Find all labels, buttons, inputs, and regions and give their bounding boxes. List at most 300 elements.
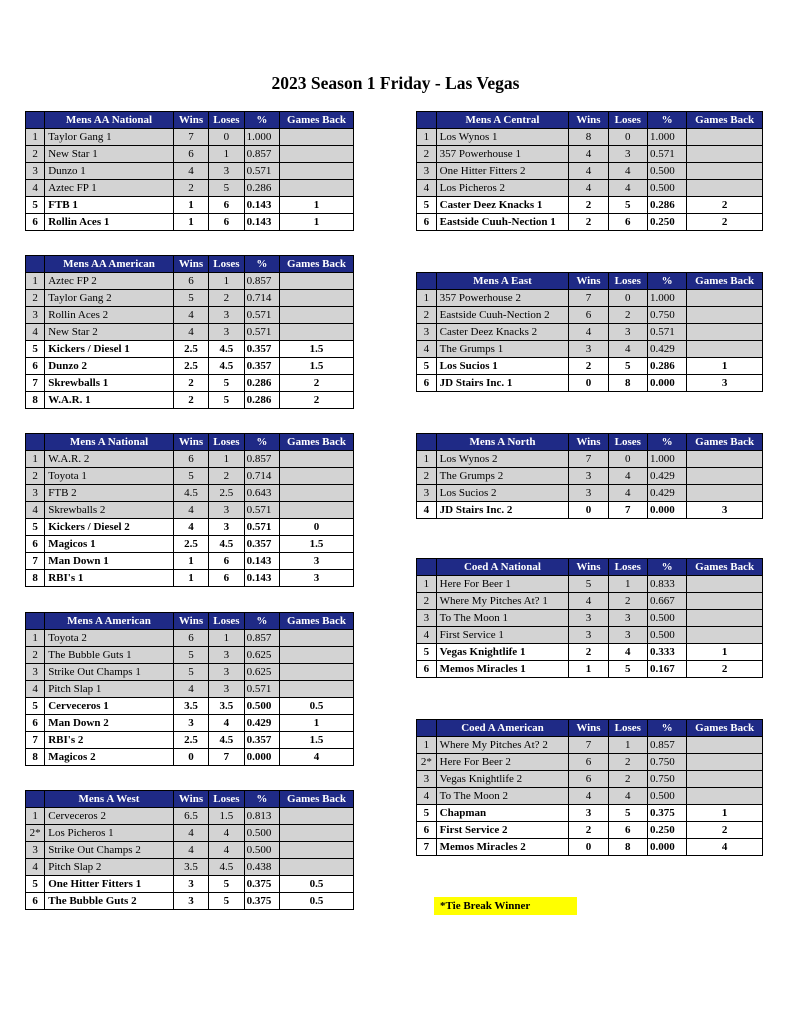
- pct-cell: 0.357: [244, 358, 279, 375]
- team-cell: To The Moon 2: [436, 788, 569, 805]
- loses-cell: 3.5: [209, 698, 244, 715]
- table-header: [417, 273, 763, 290]
- standings-table: [416, 719, 763, 856]
- table-row: [417, 644, 763, 661]
- table-header: [26, 434, 354, 451]
- rank-cell: 2: [417, 468, 437, 485]
- rank-cell: 8: [26, 570, 45, 587]
- loses-cell: 3: [209, 324, 244, 341]
- loses-cell: 3: [608, 146, 647, 163]
- rank-cell: 6: [26, 893, 45, 910]
- rank-cell: 3: [26, 485, 45, 502]
- team-cell: Dunzo 1: [45, 163, 174, 180]
- wins-cell: 4: [173, 681, 208, 698]
- loses-cell: 2.5: [209, 485, 244, 502]
- team-cell: Magicos 2: [45, 749, 174, 766]
- games-back-header: Games Back: [687, 434, 763, 451]
- loses-cell: 4.5: [209, 536, 244, 553]
- division-name: Coed A National: [436, 559, 569, 576]
- rank-cell: 1: [417, 290, 437, 307]
- games-back-cell: 1.5: [280, 341, 354, 358]
- wins-cell: 3: [173, 876, 208, 893]
- division-name: Mens A West: [45, 791, 174, 808]
- wins-cell: 1: [173, 197, 208, 214]
- team-cell: Caster Deez Knacks 2: [436, 324, 569, 341]
- pct-header: %: [647, 559, 686, 576]
- rank-cell: 6: [26, 715, 45, 732]
- table-header: [26, 613, 354, 630]
- rank-cell: 3: [417, 610, 437, 627]
- team-cell: The Bubble Guts 2: [45, 893, 174, 910]
- loses-cell: 4: [209, 715, 244, 732]
- division-name: Mens A North: [436, 434, 569, 451]
- wins-header: Wins: [173, 791, 208, 808]
- wins-cell: 7: [173, 129, 208, 146]
- loses-cell: 4: [209, 842, 244, 859]
- rank-cell: 7: [26, 375, 45, 392]
- wins-cell: 5: [569, 576, 608, 593]
- blank: [417, 720, 437, 737]
- blank: [26, 791, 45, 808]
- team-cell: Dunzo 2: [45, 358, 174, 375]
- table-row: [417, 502, 763, 519]
- games-back-cell: 1.5: [280, 358, 354, 375]
- team-cell: Taylor Gang 1: [45, 129, 174, 146]
- rank-cell: 1: [417, 129, 437, 146]
- rank-cell: 4: [417, 341, 437, 358]
- pct-header: %: [244, 256, 279, 273]
- loses-cell: 6: [209, 553, 244, 570]
- team-cell: Skrewballs 2: [45, 502, 174, 519]
- team-cell: Los Wynos 2: [436, 451, 569, 468]
- table-row: [26, 842, 354, 859]
- wins-cell: 6.5: [173, 808, 208, 825]
- table-row: [417, 214, 763, 231]
- loses-cell: 6: [209, 570, 244, 587]
- pct-cell: 0.857: [647, 737, 686, 754]
- table-row: [26, 536, 354, 553]
- pct-cell: 0.250: [647, 822, 686, 839]
- table-row: [417, 485, 763, 502]
- pct-cell: 0.833: [647, 576, 686, 593]
- team-cell: Strike Out Champs 2: [45, 842, 174, 859]
- loses-cell: 4: [608, 468, 647, 485]
- team-cell: 357 Powerhouse 1: [436, 146, 569, 163]
- team-cell: One Hitter Fitters 1: [45, 876, 174, 893]
- loses-cell: 0: [209, 129, 244, 146]
- team-cell: Los Sucios 1: [436, 358, 569, 375]
- team-cell: New Star 2: [45, 324, 174, 341]
- games-back-cell: [280, 146, 354, 163]
- loses-cell: 3: [209, 307, 244, 324]
- table-row: [26, 214, 354, 231]
- games-back-header: Games Back: [280, 613, 354, 630]
- table-row: [26, 290, 354, 307]
- rank-cell: 7: [26, 553, 45, 570]
- table-row: [26, 876, 354, 893]
- table-row: [26, 392, 354, 409]
- loses-cell: 2: [608, 771, 647, 788]
- loses-cell: 4: [209, 825, 244, 842]
- games-back-cell: 3: [280, 553, 354, 570]
- division-name: Coed A American: [436, 720, 569, 737]
- table-row: [417, 788, 763, 805]
- wins-cell: 2: [569, 358, 608, 375]
- table-row: [417, 358, 763, 375]
- loses-cell: 1: [209, 451, 244, 468]
- games-back-cell: [687, 163, 763, 180]
- standings-table: [416, 111, 763, 231]
- wins-cell: 0: [569, 375, 608, 392]
- loses-cell: 8: [608, 375, 647, 392]
- loses-header: Loses: [608, 559, 647, 576]
- games-back-cell: [687, 485, 763, 502]
- pct-cell: 0.571: [647, 324, 686, 341]
- team-cell: The Grumps 2: [436, 468, 569, 485]
- loses-header: Loses: [608, 434, 647, 451]
- wins-cell: 7: [569, 451, 608, 468]
- pct-cell: 0.857: [244, 630, 279, 647]
- games-back-cell: [280, 630, 354, 647]
- team-cell: Memos Miracles 1: [436, 661, 569, 678]
- games-back-cell: [280, 859, 354, 876]
- rank-cell: 1: [417, 451, 437, 468]
- games-back-cell: [687, 737, 763, 754]
- table-row: [417, 146, 763, 163]
- games-back-cell: [687, 610, 763, 627]
- rank-cell: 5: [26, 197, 45, 214]
- games-back-cell: [280, 290, 354, 307]
- loses-cell: 5: [608, 661, 647, 678]
- table-row: [26, 808, 354, 825]
- games-back-header: Games Back: [687, 112, 763, 129]
- pct-cell: 0.000: [647, 502, 686, 519]
- table-row: [417, 754, 763, 771]
- wins-cell: 2: [569, 822, 608, 839]
- pct-cell: 0.000: [244, 749, 279, 766]
- games-back-cell: [280, 307, 354, 324]
- team-cell: W.A.R. 2: [45, 451, 174, 468]
- division-name: Mens A East: [436, 273, 569, 290]
- wins-cell: 6: [569, 754, 608, 771]
- blank: [26, 613, 45, 630]
- team-cell: Aztec FP 2: [45, 273, 174, 290]
- table-row: [417, 771, 763, 788]
- table-header: [26, 791, 354, 808]
- games-back-cell: [687, 627, 763, 644]
- rank-cell: 2: [417, 307, 437, 324]
- rank-cell: 2: [26, 146, 45, 163]
- blank: [417, 559, 437, 576]
- table-row: [417, 290, 763, 307]
- pct-header: %: [647, 112, 686, 129]
- pct-cell: 0.857: [244, 146, 279, 163]
- standings-table: [25, 433, 354, 587]
- wins-cell: 4: [173, 163, 208, 180]
- table-row: [417, 627, 763, 644]
- wins-cell: 2.5: [173, 536, 208, 553]
- loses-cell: 6: [608, 822, 647, 839]
- games-back-cell: 1.5: [280, 536, 354, 553]
- table-row: [417, 737, 763, 754]
- team-cell: Los Wynos 1: [436, 129, 569, 146]
- team-cell: Strike Out Champs 1: [45, 664, 174, 681]
- table-row: [26, 468, 354, 485]
- loses-cell: 0: [608, 290, 647, 307]
- rank-cell: 3: [26, 664, 45, 681]
- wins-cell: 6: [569, 307, 608, 324]
- rank-cell: 2*: [417, 754, 437, 771]
- team-cell: Vegas Knightlife 2: [436, 771, 569, 788]
- wins-cell: 4: [173, 825, 208, 842]
- rank-cell: 8: [26, 392, 45, 409]
- pct-cell: 0.429: [647, 468, 686, 485]
- pct-cell: 0.167: [647, 661, 686, 678]
- games-back-header: Games Back: [687, 559, 763, 576]
- wins-header: Wins: [173, 112, 208, 129]
- rank-cell: 3: [26, 163, 45, 180]
- games-back-cell: [687, 290, 763, 307]
- loses-cell: 2: [608, 307, 647, 324]
- table-row: [417, 341, 763, 358]
- rank-cell: 2: [26, 468, 45, 485]
- division-name: Mens A American: [45, 613, 174, 630]
- games-back-cell: [280, 485, 354, 502]
- table-row: [417, 163, 763, 180]
- games-back-cell: [280, 324, 354, 341]
- table-row: [26, 630, 354, 647]
- table-row: [26, 502, 354, 519]
- loses-cell: 1: [209, 273, 244, 290]
- standings-table: [25, 612, 354, 766]
- pct-cell: 1.000: [244, 129, 279, 146]
- pct-cell: 0.286: [647, 197, 686, 214]
- pct-cell: 0.429: [647, 341, 686, 358]
- table-row: [26, 681, 354, 698]
- rank-cell: 1: [417, 576, 437, 593]
- pct-cell: 0.286: [244, 392, 279, 409]
- table-row: [26, 715, 354, 732]
- rank-cell: 5: [26, 341, 45, 358]
- games-back-cell: 1: [280, 715, 354, 732]
- team-cell: Aztec FP 1: [45, 180, 174, 197]
- rank-cell: 1: [26, 451, 45, 468]
- table-row: [26, 180, 354, 197]
- games-back-cell: [687, 307, 763, 324]
- loses-header: Loses: [608, 273, 647, 290]
- team-cell: Taylor Gang 2: [45, 290, 174, 307]
- loses-cell: 4.5: [209, 341, 244, 358]
- team-cell: First Service 1: [436, 627, 569, 644]
- table-header: [417, 434, 763, 451]
- loses-cell: 0: [608, 451, 647, 468]
- standings-table: [25, 111, 354, 231]
- table-header: [417, 112, 763, 129]
- games-back-cell: [280, 647, 354, 664]
- games-back-cell: 1: [687, 805, 763, 822]
- table-row: [26, 519, 354, 536]
- standings-table: [25, 790, 354, 910]
- rank-cell: 5: [26, 698, 45, 715]
- games-back-cell: [687, 468, 763, 485]
- table-row: [417, 822, 763, 839]
- table-row: [417, 307, 763, 324]
- table-row: [417, 375, 763, 392]
- table-row: [417, 661, 763, 678]
- games-back-cell: 0.5: [280, 893, 354, 910]
- team-cell: Magicos 1: [45, 536, 174, 553]
- wins-cell: 2.5: [173, 732, 208, 749]
- team-cell: Toyota 1: [45, 468, 174, 485]
- pct-cell: 0.286: [647, 358, 686, 375]
- loses-cell: 6: [608, 214, 647, 231]
- loses-cell: 5: [608, 197, 647, 214]
- pct-cell: 0.571: [244, 307, 279, 324]
- games-back-cell: [280, 825, 354, 842]
- blank: [417, 273, 437, 290]
- team-cell: The Bubble Guts 1: [45, 647, 174, 664]
- games-back-cell: 1: [280, 214, 354, 231]
- team-cell: Skrewballs 1: [45, 375, 174, 392]
- wins-cell: 2: [173, 392, 208, 409]
- loses-cell: 2: [209, 290, 244, 307]
- team-cell: Kickers / Diesel 2: [45, 519, 174, 536]
- wins-cell: 3.5: [173, 698, 208, 715]
- wins-cell: 3: [173, 893, 208, 910]
- games-back-cell: [280, 502, 354, 519]
- rank-cell: 4: [417, 627, 437, 644]
- rank-cell: 8: [26, 749, 45, 766]
- wins-cell: 2: [173, 375, 208, 392]
- games-back-cell: 2: [280, 392, 354, 409]
- team-cell: FTB 2: [45, 485, 174, 502]
- team-cell: JD Stairs Inc. 2: [436, 502, 569, 519]
- loses-cell: 3: [608, 324, 647, 341]
- table-row: [26, 358, 354, 375]
- pct-cell: 0.714: [244, 468, 279, 485]
- wins-cell: 4: [173, 519, 208, 536]
- wins-cell: 2: [173, 180, 208, 197]
- table-row: [26, 307, 354, 324]
- pct-cell: 0.500: [647, 788, 686, 805]
- pct-cell: 0.250: [647, 214, 686, 231]
- wins-cell: 2.5: [173, 341, 208, 358]
- wins-cell: 3: [173, 715, 208, 732]
- team-cell: Chapman: [436, 805, 569, 822]
- wins-cell: 4: [173, 307, 208, 324]
- rank-cell: 7: [417, 839, 437, 856]
- team-cell: Pitch Slap 2: [45, 859, 174, 876]
- loses-cell: 3: [209, 681, 244, 698]
- pct-cell: 0.357: [244, 536, 279, 553]
- wins-cell: 1: [173, 553, 208, 570]
- rank-cell: 5: [26, 519, 45, 536]
- table-row: [417, 610, 763, 627]
- games-back-cell: [687, 593, 763, 610]
- loses-cell: 7: [608, 502, 647, 519]
- games-back-cell: [280, 842, 354, 859]
- games-back-cell: 2: [687, 197, 763, 214]
- blank: [417, 112, 437, 129]
- rank-cell: 5: [417, 358, 437, 375]
- games-back-cell: 2: [687, 661, 763, 678]
- pct-header: %: [647, 720, 686, 737]
- loses-cell: 8: [608, 839, 647, 856]
- pct-cell: 0.750: [647, 771, 686, 788]
- loses-cell: 2: [608, 593, 647, 610]
- rank-cell: 3: [417, 771, 437, 788]
- games-back-header: Games Back: [687, 720, 763, 737]
- wins-cell: 3: [569, 485, 608, 502]
- games-back-cell: [687, 771, 763, 788]
- rank-cell: 7: [26, 732, 45, 749]
- division-name: Mens A Central: [436, 112, 569, 129]
- team-cell: Man Down 1: [45, 553, 174, 570]
- games-back-cell: [280, 808, 354, 825]
- games-back-cell: [280, 129, 354, 146]
- team-cell: Rollin Aces 2: [45, 307, 174, 324]
- pct-header: %: [244, 613, 279, 630]
- wins-cell: 5: [173, 664, 208, 681]
- wins-header: Wins: [173, 613, 208, 630]
- team-cell: JD Stairs Inc. 1: [436, 375, 569, 392]
- rank-cell: 4: [26, 324, 45, 341]
- pct-cell: 0.375: [244, 893, 279, 910]
- games-back-cell: [280, 468, 354, 485]
- team-cell: First Service 2: [436, 822, 569, 839]
- team-cell: Caster Deez Knacks 1: [436, 197, 569, 214]
- wins-cell: 5: [173, 647, 208, 664]
- team-cell: The Grumps 1: [436, 341, 569, 358]
- rank-cell: 5: [417, 197, 437, 214]
- pct-cell: 0.357: [244, 732, 279, 749]
- pct-header: %: [244, 791, 279, 808]
- rank-cell: 4: [26, 681, 45, 698]
- games-back-cell: 0: [280, 519, 354, 536]
- games-back-cell: [280, 664, 354, 681]
- table-row: [417, 805, 763, 822]
- games-back-cell: 3: [687, 375, 763, 392]
- pct-header: %: [647, 273, 686, 290]
- pct-cell: 0.571: [244, 681, 279, 698]
- wins-header: Wins: [569, 112, 608, 129]
- games-back-cell: 2: [687, 822, 763, 839]
- team-cell: Rollin Aces 1: [45, 214, 174, 231]
- pct-cell: 0.571: [244, 163, 279, 180]
- wins-cell: 4: [173, 324, 208, 341]
- pct-cell: 0.667: [647, 593, 686, 610]
- pct-cell: 0.375: [647, 805, 686, 822]
- wins-cell: 7: [569, 737, 608, 754]
- wins-cell: 6: [569, 771, 608, 788]
- pct-cell: 1.000: [647, 129, 686, 146]
- loses-cell: 3: [209, 502, 244, 519]
- games-back-cell: [687, 788, 763, 805]
- rank-cell: 6: [417, 822, 437, 839]
- rank-cell: 1: [26, 273, 45, 290]
- loses-cell: 5: [608, 805, 647, 822]
- loses-cell: 3: [209, 664, 244, 681]
- wins-cell: 6: [173, 630, 208, 647]
- wins-cell: 0: [173, 749, 208, 766]
- standings-table: [416, 558, 763, 678]
- loses-cell: 0: [608, 129, 647, 146]
- pct-cell: 0.143: [244, 197, 279, 214]
- games-back-cell: [280, 273, 354, 290]
- games-back-cell: 4: [687, 839, 763, 856]
- table-row: [26, 749, 354, 766]
- pct-cell: 0.500: [244, 842, 279, 859]
